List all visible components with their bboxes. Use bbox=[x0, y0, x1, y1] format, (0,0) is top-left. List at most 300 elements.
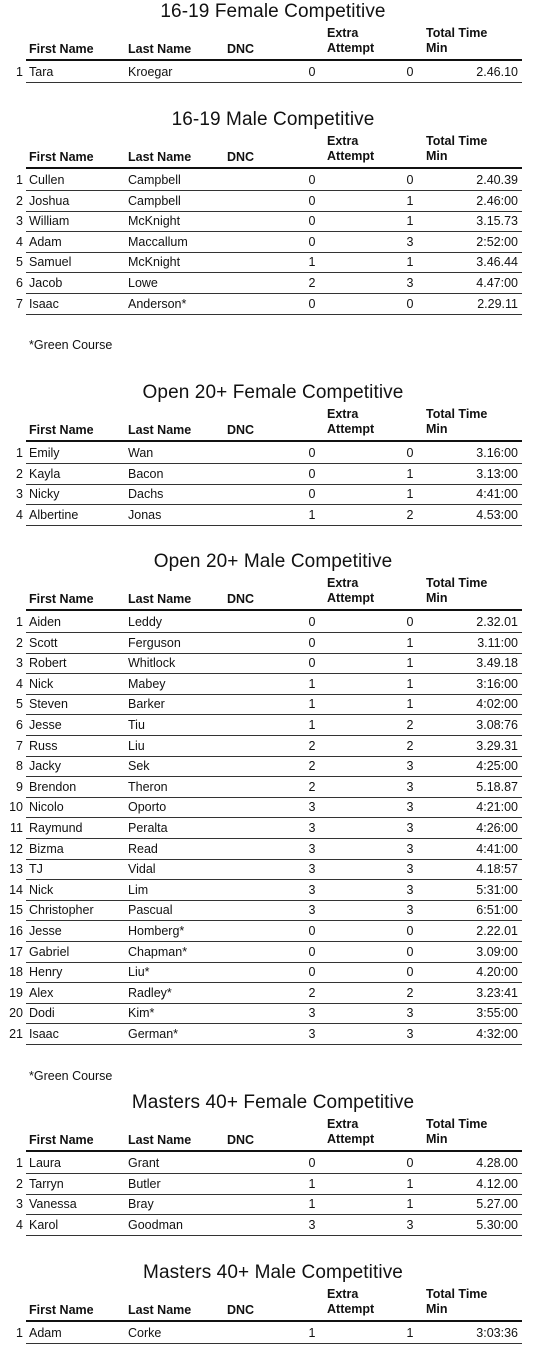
attempt-count-cell: 1 bbox=[406, 1326, 414, 1340]
first-name-cell: Tarryn bbox=[29, 1176, 64, 1191]
extra-attempt-cell: 0 bbox=[308, 234, 316, 249]
first-name-cell: Jesse bbox=[29, 924, 62, 938]
extra-header-line1: Extra bbox=[327, 407, 359, 421]
table-row bbox=[0, 900, 536, 921]
table-header bbox=[26, 576, 522, 606]
last-name-cell: Radley* bbox=[128, 985, 172, 1000]
rank-cell: 3 bbox=[16, 214, 23, 229]
table-row bbox=[0, 818, 536, 839]
total-time-cell: 4:32:00 bbox=[476, 1027, 518, 1041]
attempt-count-cell: 1 bbox=[406, 635, 414, 650]
last-name-cell: Bray bbox=[128, 1197, 154, 1212]
total-time-cell: 3.13:00 bbox=[476, 466, 518, 481]
last-name-cell: Lim bbox=[128, 882, 149, 897]
rank-cell: 8 bbox=[16, 759, 23, 774]
section-title: 16-19 Male Competitive bbox=[171, 109, 375, 130]
first-name-cell: Steven bbox=[29, 697, 68, 712]
extra-attempt-cell: 0 bbox=[308, 296, 316, 311]
rank-cell: 6 bbox=[16, 718, 23, 732]
last-name-cell: Kroegar bbox=[128, 65, 173, 79]
total-header-line2: Min bbox=[426, 149, 448, 163]
last-name-cell: Lowe bbox=[128, 276, 158, 290]
extra-header-line2: Attempt bbox=[327, 591, 375, 605]
total-time-header bbox=[426, 134, 487, 164]
first-name-header: First Name bbox=[29, 42, 94, 56]
attempt-count-cell: 1 bbox=[406, 1176, 414, 1191]
last-name-cell: Pascual bbox=[128, 903, 173, 918]
attempt-count-cell: 0 bbox=[406, 1156, 414, 1170]
last-name-cell: Sek bbox=[128, 759, 150, 774]
rank-cell: 3 bbox=[16, 656, 23, 671]
extra-attempt-cell: 2 bbox=[308, 738, 316, 753]
first-name-cell: Vanessa bbox=[29, 1197, 77, 1212]
total-time-header bbox=[426, 26, 487, 56]
extra-attempt-cell: 3 bbox=[308, 1027, 316, 1041]
table-row bbox=[0, 170, 536, 191]
section-title: Masters 40+ Female Competitive bbox=[131, 1092, 415, 1113]
attempt-count-cell: 3 bbox=[406, 779, 414, 794]
attempt-count-cell: 3 bbox=[406, 234, 414, 249]
attempt-count-cell: 0 bbox=[406, 65, 414, 79]
table-row bbox=[0, 1024, 536, 1045]
attempt-count-cell: 1 bbox=[406, 487, 414, 502]
attempt-count-cell: 1 bbox=[406, 1197, 414, 1212]
first-name-cell: Laura bbox=[29, 1156, 61, 1170]
last-name-cell: Tiu bbox=[128, 718, 145, 732]
first-name-cell: Nick bbox=[29, 676, 54, 691]
total-time-header bbox=[426, 1287, 487, 1317]
first-name-cell: Jesse bbox=[29, 718, 62, 732]
last-name-cell: Bacon bbox=[128, 466, 164, 481]
table-header bbox=[26, 1287, 522, 1317]
extra-header-line1: Extra bbox=[327, 576, 359, 590]
last-name-cell: Grant bbox=[128, 1156, 160, 1170]
table-header bbox=[26, 407, 522, 437]
rank-cell: 4 bbox=[16, 676, 23, 691]
last-name-header: Last Name bbox=[128, 42, 192, 56]
extra-header-line1: Extra bbox=[327, 134, 359, 148]
total-time-cell: 2.46:00 bbox=[476, 193, 518, 208]
attempt-count-cell: 3 bbox=[406, 841, 414, 856]
last-name-header: Last Name bbox=[128, 1133, 192, 1147]
last-name-cell: German* bbox=[128, 1027, 179, 1041]
last-name-cell: McKnight bbox=[128, 255, 181, 270]
extra-attempt-cell: 0 bbox=[308, 193, 316, 208]
first-name-cell: Nicky bbox=[29, 487, 60, 502]
first-name-cell: Dodi bbox=[29, 1006, 55, 1021]
extra-header-line2: Attempt bbox=[327, 1302, 375, 1316]
total-time-cell: 2:52:00 bbox=[476, 234, 518, 249]
last-name-cell: Wan bbox=[128, 446, 154, 460]
last-name-cell: Butler bbox=[128, 1176, 161, 1191]
row-divider bbox=[26, 525, 522, 526]
total-header-line1: Total Time bbox=[426, 1117, 488, 1131]
total-header-line1: Total Time bbox=[426, 134, 488, 148]
total-time-header bbox=[426, 576, 487, 606]
total-time-cell: 5.18.87 bbox=[476, 779, 518, 794]
rank-cell: 7 bbox=[16, 296, 23, 311]
total-time-cell: 2.22.01 bbox=[476, 924, 518, 938]
extra-attempt-cell: 3 bbox=[308, 862, 316, 877]
first-name-cell: Albertine bbox=[29, 507, 79, 522]
total-time-header bbox=[426, 407, 487, 437]
rank-cell: 9 bbox=[16, 779, 23, 794]
extra-attempt-cell: 3 bbox=[308, 821, 316, 835]
rank-cell: 3 bbox=[16, 487, 23, 502]
table-row bbox=[0, 962, 536, 983]
total-time-cell: 4:25:00 bbox=[476, 759, 518, 774]
attempt-count-cell: 1 bbox=[406, 656, 414, 671]
rank-cell: 1 bbox=[16, 65, 23, 79]
attempt-count-cell: 3 bbox=[406, 1006, 414, 1021]
rank-cell: 16 bbox=[9, 924, 23, 938]
last-name-cell: Read bbox=[128, 841, 158, 856]
total-header-line1: Total Time bbox=[426, 1287, 488, 1301]
extra-attempt-cell: 1 bbox=[308, 676, 316, 691]
total-time-cell: 4.47:00 bbox=[476, 276, 518, 290]
first-name-cell: Nick bbox=[29, 882, 54, 897]
extra-header-line2: Attempt bbox=[327, 1132, 375, 1146]
header-divider bbox=[26, 1320, 522, 1322]
attempt-count-cell: 1 bbox=[406, 676, 414, 691]
rank-cell: 2 bbox=[16, 193, 23, 208]
table-row bbox=[0, 880, 536, 901]
table-row bbox=[0, 839, 536, 860]
extra-attempt-cell: 3 bbox=[308, 1217, 316, 1232]
table-row bbox=[0, 859, 536, 880]
table-row bbox=[0, 1153, 536, 1174]
attempt-count-cell: 0 bbox=[406, 924, 414, 938]
first-name-cell: Alex bbox=[29, 985, 54, 1000]
first-name-cell: TJ bbox=[29, 862, 43, 877]
extra-attempt-cell: 0 bbox=[308, 173, 316, 187]
extra-attempt-cell: 0 bbox=[308, 965, 316, 980]
rank-cell: 18 bbox=[9, 965, 23, 980]
last-name-header: Last Name bbox=[128, 592, 192, 606]
extra-header-line1: Extra bbox=[327, 1117, 359, 1131]
section-title: 16-19 Female Competitive bbox=[160, 1, 386, 22]
total-time-cell: 4:41:00 bbox=[476, 487, 518, 502]
total-time-cell: 4.28.00 bbox=[476, 1156, 518, 1170]
first-name-cell: Adam bbox=[29, 1326, 62, 1340]
extra-attempt-cell: 0 bbox=[308, 656, 316, 671]
header-divider bbox=[26, 1150, 522, 1152]
extra-attempt-cell: 3 bbox=[308, 903, 316, 918]
attempt-count-cell: 0 bbox=[406, 615, 414, 629]
rank-cell: 5 bbox=[16, 255, 23, 270]
last-name-header: Last Name bbox=[128, 1303, 192, 1317]
extra-attempt-header bbox=[327, 134, 374, 164]
table-row bbox=[0, 505, 536, 526]
table-row bbox=[0, 1003, 536, 1024]
last-name-header: Last Name bbox=[128, 423, 192, 437]
total-header-line2: Min bbox=[426, 591, 448, 605]
attempt-count-cell: 1 bbox=[406, 193, 414, 208]
extra-attempt-cell: 0 bbox=[308, 1156, 316, 1170]
first-name-cell: Joshua bbox=[29, 193, 70, 208]
extra-attempt-cell: 2 bbox=[308, 276, 316, 290]
last-name-cell: Kim* bbox=[128, 1006, 155, 1021]
first-name-cell: Jacky bbox=[29, 759, 61, 774]
table-row bbox=[0, 273, 536, 294]
attempt-count-cell: 3 bbox=[406, 862, 414, 877]
total-header-line2: Min bbox=[426, 41, 448, 55]
extra-attempt-cell: 3 bbox=[308, 882, 316, 897]
total-time-cell: 4:21:00 bbox=[476, 800, 518, 815]
rank-cell: 2 bbox=[16, 635, 23, 650]
dnc-header: DNC bbox=[227, 1133, 255, 1147]
last-name-cell: Homberg* bbox=[128, 924, 185, 938]
first-name-cell: Raymund bbox=[29, 821, 83, 835]
rank-cell: 6 bbox=[16, 276, 23, 290]
attempt-count-cell: 2 bbox=[406, 718, 414, 732]
first-name-cell: Scott bbox=[29, 635, 58, 650]
table-row bbox=[0, 942, 536, 963]
extra-attempt-cell: 3 bbox=[308, 800, 316, 815]
extra-attempt-cell: 2 bbox=[308, 779, 316, 794]
rank-cell: 5 bbox=[16, 697, 23, 712]
extra-attempt-header bbox=[327, 1117, 374, 1147]
table-row bbox=[0, 232, 536, 253]
first-name-header: First Name bbox=[29, 1133, 94, 1147]
attempt-count-cell: 1 bbox=[406, 214, 414, 229]
first-name-cell: Cullen bbox=[29, 173, 65, 187]
extra-header-line2: Attempt bbox=[327, 422, 375, 436]
rank-cell: 2 bbox=[16, 466, 23, 481]
total-time-cell: 3.09:00 bbox=[476, 944, 518, 959]
first-name-cell: Nicolo bbox=[29, 800, 64, 815]
rank-cell: 4 bbox=[16, 234, 23, 249]
rank-cell: 19 bbox=[9, 985, 23, 1000]
first-name-cell: Jacob bbox=[29, 276, 63, 290]
last-name-cell: Mabey bbox=[128, 676, 166, 691]
table-row bbox=[0, 983, 536, 1004]
first-name-cell: Isaac bbox=[29, 296, 59, 311]
extra-attempt-cell: 2 bbox=[308, 759, 316, 774]
attempt-count-cell: 2 bbox=[406, 738, 414, 753]
extra-header-line1: Extra bbox=[327, 1287, 359, 1301]
dnc-header: DNC bbox=[227, 150, 255, 164]
last-name-cell: Campbell bbox=[128, 173, 181, 187]
total-time-cell: 5.30:00 bbox=[476, 1217, 518, 1232]
rank-cell: 4 bbox=[16, 1217, 23, 1232]
total-header-line2: Min bbox=[426, 1302, 448, 1316]
rank-cell: 4 bbox=[16, 507, 23, 522]
attempt-count-cell: 3 bbox=[406, 800, 414, 815]
last-name-cell: Leddy bbox=[128, 615, 163, 629]
first-name-cell: Henry bbox=[29, 965, 63, 980]
extra-attempt-cell: 1 bbox=[308, 697, 316, 712]
extra-attempt-cell: 2 bbox=[308, 985, 316, 1000]
table-row bbox=[0, 653, 536, 674]
rank-cell: 1 bbox=[16, 1326, 23, 1340]
green-course-note: *Green Course bbox=[29, 338, 113, 353]
total-time-cell: 3:16:00 bbox=[476, 676, 518, 691]
attempt-count-cell: 2 bbox=[406, 985, 414, 1000]
first-name-cell: Aiden bbox=[29, 615, 61, 629]
rank-cell: 20 bbox=[9, 1006, 23, 1021]
last-name-cell: Dachs bbox=[128, 487, 164, 502]
section-title: Open 20+ Male Competitive bbox=[153, 551, 393, 572]
attempt-count-cell: 2 bbox=[406, 507, 414, 522]
extra-attempt-header bbox=[327, 26, 374, 56]
last-name-cell: McKnight bbox=[128, 214, 181, 229]
rank-cell: 12 bbox=[9, 841, 23, 856]
attempt-count-cell: 3 bbox=[406, 903, 414, 918]
first-name-cell: Tara bbox=[29, 65, 54, 79]
total-time-cell: 5:31:00 bbox=[476, 882, 518, 897]
attempt-count-cell: 3 bbox=[406, 759, 414, 774]
first-name-header: First Name bbox=[29, 150, 94, 164]
rank-cell: 1 bbox=[16, 446, 23, 460]
total-time-cell: 3.46.44 bbox=[476, 255, 518, 270]
total-time-cell: 3.49.18 bbox=[476, 656, 518, 671]
row-divider bbox=[26, 1235, 522, 1236]
total-header-line2: Min bbox=[426, 1132, 448, 1146]
total-time-cell: 3:55:00 bbox=[476, 1006, 518, 1021]
first-name-header: First Name bbox=[29, 592, 94, 606]
total-header-line1: Total Time bbox=[426, 576, 488, 590]
attempt-count-cell: 3 bbox=[406, 882, 414, 897]
table-row bbox=[0, 1174, 536, 1195]
table-row bbox=[0, 1215, 536, 1236]
table-row bbox=[0, 211, 536, 232]
attempt-count-cell: 0 bbox=[406, 296, 414, 311]
table-row bbox=[0, 443, 536, 464]
rank-cell: 21 bbox=[9, 1027, 23, 1041]
last-name-cell: Vidal bbox=[128, 862, 156, 877]
first-name-header: First Name bbox=[29, 423, 94, 437]
total-time-cell: 3:03:36 bbox=[476, 1326, 518, 1340]
attempt-count-cell: 0 bbox=[406, 965, 414, 980]
last-name-cell: Maccallum bbox=[128, 234, 188, 249]
table-header bbox=[26, 1117, 522, 1147]
rank-cell: 10 bbox=[9, 800, 23, 815]
attempt-count-cell: 0 bbox=[406, 446, 414, 460]
total-time-cell: 2.32.01 bbox=[476, 615, 518, 629]
table-row bbox=[0, 191, 536, 212]
first-name-cell: Bizma bbox=[29, 841, 64, 856]
extra-attempt-header bbox=[327, 1287, 374, 1317]
dnc-header: DNC bbox=[227, 42, 255, 56]
first-name-cell: Christopher bbox=[29, 903, 94, 918]
extra-attempt-cell: 1 bbox=[308, 718, 316, 732]
extra-attempt-cell: 0 bbox=[308, 635, 316, 650]
total-time-cell: 4:26:00 bbox=[476, 821, 518, 835]
total-time-cell: 4.53:00 bbox=[476, 507, 518, 522]
rank-cell: 15 bbox=[9, 903, 23, 918]
table-row bbox=[0, 921, 536, 942]
extra-attempt-cell: 0 bbox=[308, 65, 316, 79]
last-name-cell: Anderson* bbox=[128, 296, 187, 311]
last-name-header: Last Name bbox=[128, 150, 192, 164]
first-name-cell: Gabriel bbox=[29, 944, 70, 959]
table-row bbox=[0, 294, 536, 315]
attempt-count-cell: 3 bbox=[406, 276, 414, 290]
first-name-cell: Russ bbox=[29, 738, 58, 753]
last-name-cell: Oporto bbox=[128, 800, 167, 815]
table-row bbox=[0, 252, 536, 273]
first-name-cell: Samuel bbox=[29, 255, 72, 270]
extra-attempt-cell: 3 bbox=[308, 841, 316, 856]
header-divider bbox=[26, 167, 522, 169]
first-name-cell: Kayla bbox=[29, 466, 61, 481]
table-row bbox=[0, 612, 536, 633]
rank-cell: 13 bbox=[9, 862, 23, 877]
section-title: Open 20+ Female Competitive bbox=[142, 382, 404, 403]
row-divider bbox=[26, 1044, 522, 1045]
table-row bbox=[0, 797, 536, 818]
extra-attempt-cell: 1 bbox=[308, 1197, 316, 1212]
attempt-count-cell: 3 bbox=[406, 1027, 414, 1041]
last-name-cell: Liu* bbox=[128, 965, 150, 980]
total-time-cell: 3.23:41 bbox=[476, 985, 518, 1000]
total-time-cell: 4.20:00 bbox=[476, 965, 518, 980]
last-name-cell: Theron bbox=[128, 779, 168, 794]
table-row bbox=[0, 1323, 536, 1344]
total-time-cell: 4.12.00 bbox=[476, 1176, 518, 1191]
attempt-count-cell: 1 bbox=[406, 697, 414, 712]
attempt-count-cell: 3 bbox=[406, 821, 414, 835]
rank-cell: 3 bbox=[16, 1197, 23, 1212]
attempt-count-cell: 1 bbox=[406, 255, 414, 270]
header-divider bbox=[26, 440, 522, 442]
extra-attempt-cell: 0 bbox=[308, 924, 316, 938]
extra-attempt-header bbox=[327, 576, 374, 606]
attempt-count-cell: 0 bbox=[406, 173, 414, 187]
total-header-line1: Total Time bbox=[426, 407, 488, 421]
rank-cell: 2 bbox=[16, 1176, 23, 1191]
total-time-header bbox=[426, 1117, 487, 1147]
table-row bbox=[0, 674, 536, 695]
rank-cell: 14 bbox=[9, 882, 23, 897]
rank-cell: 11 bbox=[10, 821, 23, 835]
table-row bbox=[0, 694, 536, 715]
extra-attempt-cell: 1 bbox=[308, 255, 316, 270]
total-time-cell: 3.29.31 bbox=[476, 738, 518, 753]
total-time-cell: 6:51:00 bbox=[476, 903, 518, 918]
first-name-header: First Name bbox=[29, 1303, 94, 1317]
extra-attempt-cell: 0 bbox=[308, 487, 316, 502]
first-name-cell: Emily bbox=[29, 446, 60, 460]
last-name-cell: Jonas bbox=[128, 507, 162, 522]
total-time-cell: 4:41:00 bbox=[476, 841, 518, 856]
last-name-cell: Ferguson bbox=[128, 635, 181, 650]
rank-cell: 1 bbox=[16, 615, 23, 629]
last-name-cell: Corke bbox=[128, 1326, 162, 1340]
extra-header-line1: Extra bbox=[327, 26, 359, 40]
extra-attempt-cell: 1 bbox=[308, 1326, 316, 1340]
extra-attempt-cell: 0 bbox=[308, 944, 316, 959]
table-header bbox=[26, 26, 522, 56]
rank-cell: 17 bbox=[9, 944, 23, 959]
extra-attempt-cell: 0 bbox=[308, 214, 316, 229]
header-divider bbox=[26, 609, 522, 611]
extra-attempt-cell: 1 bbox=[308, 507, 316, 522]
table-row bbox=[0, 62, 536, 83]
rank-cell: 1 bbox=[16, 1156, 23, 1170]
row-divider bbox=[26, 82, 522, 83]
rank-cell: 7 bbox=[16, 738, 23, 753]
table-row bbox=[0, 464, 536, 485]
table-row bbox=[0, 715, 536, 736]
dnc-header: DNC bbox=[227, 1303, 255, 1317]
table-row bbox=[0, 736, 536, 757]
attempt-count-cell: 0 bbox=[406, 944, 414, 959]
extra-header-line2: Attempt bbox=[327, 41, 375, 55]
table-header bbox=[26, 134, 522, 164]
total-time-cell: 2.29.11 bbox=[477, 296, 518, 311]
